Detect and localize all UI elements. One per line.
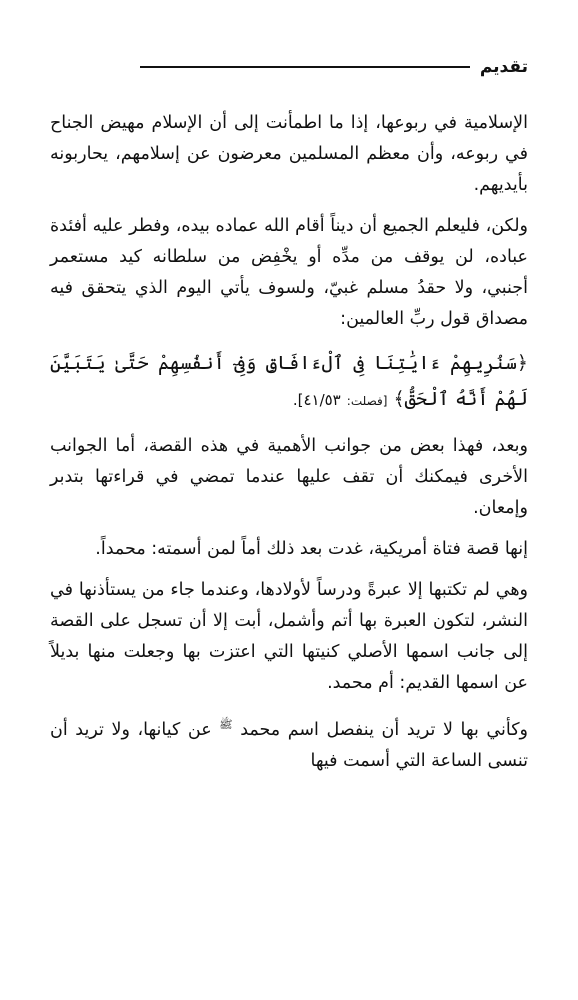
paragraph-6-end: عن كيانها، ولا تريد أن تنسى الساعة التي أسمت فيها — [50, 719, 528, 771]
page-body — [50, 108, 528, 787]
header-rule — [140, 66, 470, 68]
paragraph-3: وبعد، فهذا بعض من جوانب الأهمية في هذه القصة، أما الجوانب الأخرى فيمكنك أن تقف عليها عندما تمضي في قراءتها بتدبر وإمعان. — [50, 436, 528, 518]
paragraph-2: ولكن، فليعلم الجميع أن ديناً أقام الله عماده بيده، وفطر عليه أفئدة عباده، لن يوقف من مدِّه أو يخْفِض من سلطانه كيد مستعمر أجنبي، ولا حقدُ مسلم غبيّ، ولسوف يأتي اليوم الذي يتحقق فيه مصداق قول ربِّ العالمين: — [50, 216, 528, 329]
quran-ref-number: ٤١/٥٣]. — [292, 391, 341, 409]
section-title: تقديم — [479, 57, 528, 77]
paragraph-6-start: وكأني بها لا تريد أن ينفصل اسم محمد — [240, 719, 528, 740]
quran-verse: ﴿سَنُرِيهِمْ ءَايَٰتِنَا فِى ٱلْءَافَاقِ وَفِىٓ أَنفُسِهِمْ حَتَّىٰ يَتَبَيَّنَ لَهُمْ أَنَّهُ ٱلْحَقُّ﴾ — [50, 352, 528, 410]
honorific-glyph: ﷺ — [219, 718, 233, 731]
quran-ref-label: [فصلت: — [346, 394, 388, 408]
paragraph-6 — [50, 709, 528, 777]
quran-verse-block — [50, 345, 528, 419]
paragraph-1: الإسلامية في ربوعها، إذا ما اطمأنت إلى أن الإسلام مهيض الجناح في ربوعه، وأن معظم المسلمين معرضون عن إسلامهم، يحاربونه بأيديهم. — [50, 113, 528, 195]
paragraph-4: إنها قصة فتاة أمريكية، غدت بعد ذلك أماً لمن أسمته: محمداً. — [95, 539, 528, 559]
page-header — [140, 52, 528, 82]
paragraph-5: وهي لم تكتبها إلا عبرةً ودرساً لأولادها، وعندما جاء من يستأذنها في النشر، لتكون العبرة بها أتم وأشمل، أبت إلا أن تسجل على القصة إلى جانب اسمها الأصلي كنيتها التي اعتزت بها وجعلت منها بديلاً عن اسمها القديم: أم محمد. — [50, 580, 528, 693]
